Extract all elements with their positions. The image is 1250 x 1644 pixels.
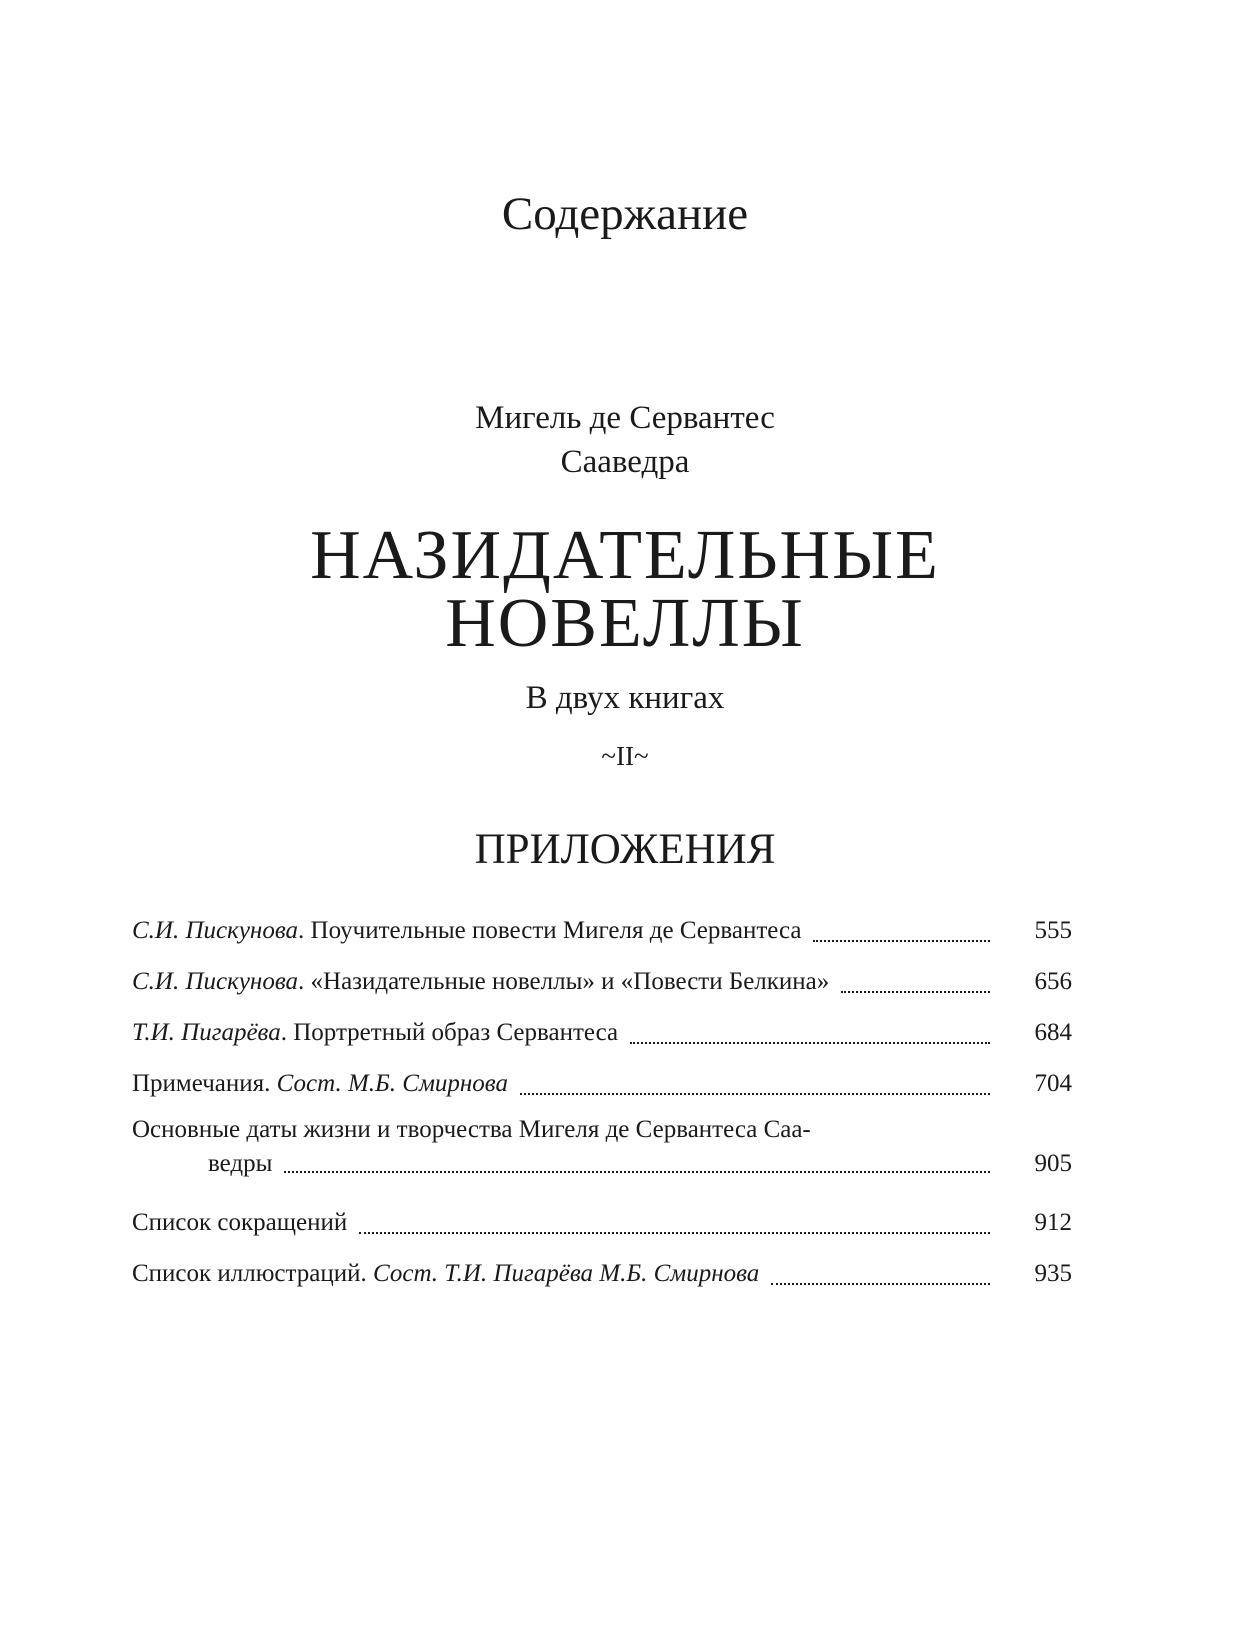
toc-entry-text: . «Назидательные новеллы» и «Повести Белкина» <box>298 968 830 995</box>
dot-leader <box>841 991 990 993</box>
toc-entry[interactable] <box>132 1109 1072 1197</box>
toc-entry[interactable] <box>132 956 1072 1007</box>
toc-entry-author: С.И. Пискунова <box>132 917 299 944</box>
toc-entry[interactable] <box>132 1248 1072 1299</box>
toc-entry-text: Примечания. <box>132 1070 277 1097</box>
toc-entry-title <box>132 1058 508 1109</box>
toc-entry[interactable] <box>132 1007 1072 1058</box>
toc-entry-title <box>132 956 829 1007</box>
toc-entry-text: . Портретный образ Сервантеса <box>280 1019 619 1046</box>
toc-entry-text: . Поучительные повести Мигеля де Сервантеса <box>298 917 802 944</box>
toc-page-number: 656 <box>1034 968 1072 995</box>
author-name <box>0 396 1250 484</box>
dot-leader <box>771 1283 990 1285</box>
table-of-contents <box>132 905 1072 1299</box>
book-title-line-2: НОВЕЛЛЫ <box>445 585 805 662</box>
toc-page-number: 704 <box>1034 1070 1072 1097</box>
toc-page-number: 935 <box>1034 1260 1072 1287</box>
book-title-line-1: НАЗИДАТЕЛЬНЫЕ <box>310 517 940 594</box>
contents-title: Содержание <box>501 188 749 240</box>
toc-entry-author: Т.И. Пигарёва <box>132 1019 281 1046</box>
toc-entry-compiler: Сост. М.Б. Смирнова <box>276 1070 508 1097</box>
toc-page-number: 912 <box>1034 1209 1072 1236</box>
toc-entry-title <box>132 1248 759 1299</box>
toc-entry-text-line-1: Основные даты жизни и творчества Мигеля де Сервантеса Саа- <box>132 1116 811 1143</box>
toc-entry-title <box>132 1007 618 1058</box>
dot-leader <box>359 1232 990 1234</box>
toc-entry[interactable] <box>132 905 1072 956</box>
toc-page-number: 555 <box>1034 917 1072 944</box>
section-title: ПРИЛОЖЕНИЯ <box>474 826 776 873</box>
book-title <box>0 517 1250 662</box>
author-line-1: Мигель де Сервантес <box>475 400 775 436</box>
toc-entry-compiler: Сост. Т.И. Пигарёва М.Б. Смирнова <box>373 1260 760 1287</box>
toc-page-number: 905 <box>1034 1150 1072 1177</box>
subtitle: В двух книгах <box>525 680 725 716</box>
author-line-2: Сааведра <box>560 444 690 480</box>
dot-leader <box>813 940 990 942</box>
toc-entry-text: Список иллюстраций. <box>132 1260 373 1287</box>
toc-entry-title: Список сокращений <box>132 1209 348 1236</box>
dot-leader <box>520 1093 990 1095</box>
toc-page-number: 684 <box>1034 1019 1072 1046</box>
toc-entry-author: С.И. Пискунова <box>132 968 299 995</box>
toc-entry-line-2 <box>132 1147 1072 1181</box>
toc-entry-title <box>132 905 801 956</box>
toc-entry[interactable] <box>132 1058 1072 1109</box>
volume-number: ~II~ <box>601 741 649 771</box>
toc-entry-text-line-2: ведры <box>208 1150 273 1177</box>
toc-entry[interactable] <box>132 1197 1072 1248</box>
dot-leader <box>630 1042 990 1044</box>
dot-leader <box>284 1171 990 1173</box>
